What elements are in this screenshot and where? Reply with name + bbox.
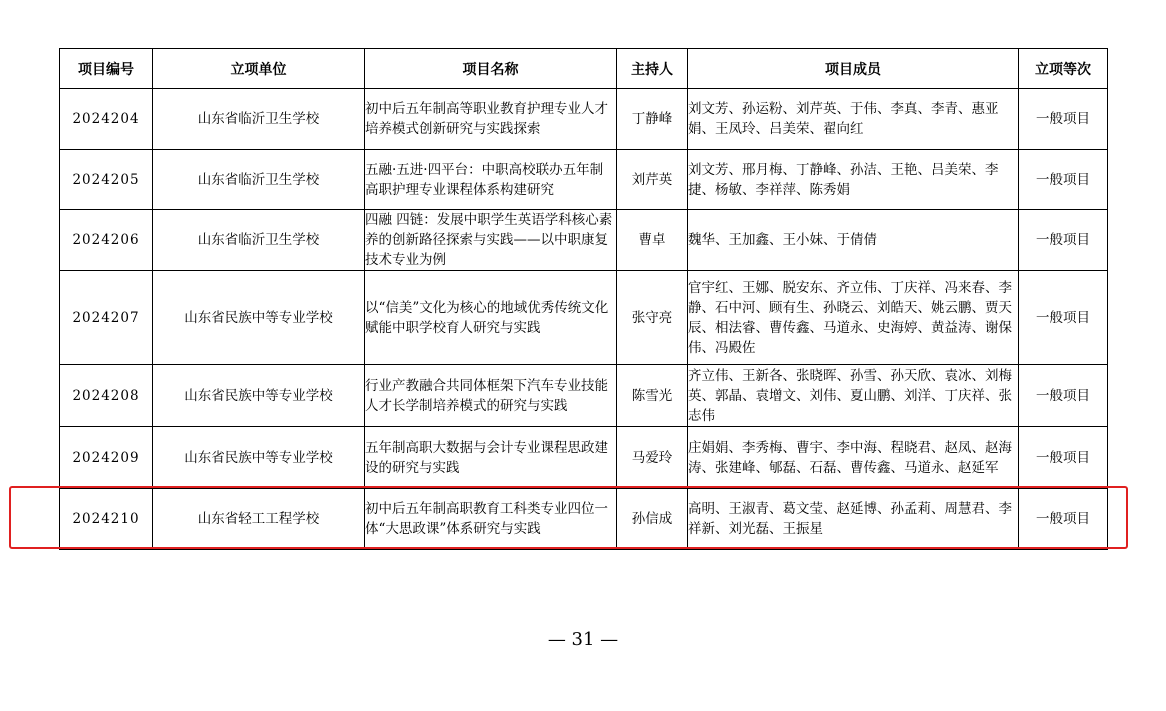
cell-project-name: 行业产教融合共同体框架下汽车专业技能人才长学制培养模式的研究与实践 — [365, 365, 617, 427]
cell-host: 曹卓 — [617, 210, 688, 271]
table-row — [60, 365, 1108, 427]
cell-unit: 山东省临沂卫生学校 — [153, 89, 365, 150]
cell-project-name: 五年制高职大数据与会计专业课程思政建设的研究与实践 — [365, 427, 617, 489]
cell-members: 高明、王淑青、葛文莹、赵延博、孙孟莉、周慧君、李祥新、刘光磊、王振星 — [688, 489, 1019, 550]
cell-members: 魏华、王加鑫、王小妹、于倩倩 — [688, 210, 1019, 271]
header-level: 立项等次 — [1019, 49, 1108, 89]
cell-host: 孙信成 — [617, 489, 688, 550]
cell-host: 丁静峰 — [617, 89, 688, 150]
header-host: 主持人 — [617, 49, 688, 89]
header-project-id: 项目编号 — [60, 49, 153, 89]
cell-unit: 山东省临沂卫生学校 — [153, 150, 365, 210]
cell-host: 陈雪光 — [617, 365, 688, 427]
cell-level: 一般项目 — [1019, 271, 1108, 365]
table-row — [60, 150, 1108, 210]
cell-level: 一般项目 — [1019, 210, 1108, 271]
header-members: 项目成员 — [688, 49, 1019, 89]
project-table — [59, 48, 1108, 550]
cell-project-name: 四融 四链：发展中职学生英语学科核心素养的创新路径探索与实践——以中职康复技术专业为例 — [365, 210, 617, 271]
cell-members: 刘文芳、孙运粉、刘芹英、于伟、李真、李青、惠亚娟、王凤玲、吕美荣、翟向红 — [688, 89, 1019, 150]
cell-project-name: 初中后五年制高职教育工科类专业四位一体“大思政课”体系研究与实践 — [365, 489, 617, 550]
cell-project-id: 2024207 — [60, 271, 153, 365]
cell-host: 张守亮 — [617, 271, 688, 365]
cell-members: 刘文芳、邢月梅、丁静峰、孙洁、王艳、吕美荣、李捷、杨敏、李祥萍、陈秀娟 — [688, 150, 1019, 210]
table-row — [60, 89, 1108, 150]
cell-members: 庄娟娟、李秀梅、曹宇、李中海、程晓君、赵凤、赵海涛、张建峰、郇磊、石磊、曹传鑫、马道永、赵延军 — [688, 427, 1019, 489]
cell-project-id: 2024208 — [60, 365, 153, 427]
cell-project-name: 以“信美”文化为核心的地域优秀传统文化赋能中职学校育人研究与实践 — [365, 271, 617, 365]
table-header-row — [60, 49, 1108, 89]
cell-project-name: 初中后五年制高等职业教育护理专业人才培养模式创新研究与实践探索 — [365, 89, 617, 150]
page-number: — 31 — — [547, 629, 619, 650]
cell-unit: 山东省民族中等专业学校 — [153, 271, 365, 365]
cell-unit: 山东省民族中等专业学校 — [153, 365, 365, 427]
header-unit: 立项单位 — [153, 49, 365, 89]
cell-level: 一般项目 — [1019, 489, 1108, 550]
cell-members: 齐立伟、王新各、张晓晖、孙雪、孙天欣、袁冰、刘梅英、郭晶、袁增文、刘伟、夏山鹏、刘洋、丁庆祥、张志伟 — [688, 365, 1019, 427]
cell-level: 一般项目 — [1019, 427, 1108, 489]
cell-project-id: 2024210 — [60, 489, 153, 550]
cell-level: 一般项目 — [1019, 150, 1108, 210]
highlight-box — [9, 486, 1128, 549]
cell-host: 马爱玲 — [617, 427, 688, 489]
cell-host: 刘芹英 — [617, 150, 688, 210]
cell-project-id: 2024204 — [60, 89, 153, 150]
cell-level: 一般项目 — [1019, 89, 1108, 150]
cell-project-id: 2024205 — [60, 150, 153, 210]
table-row — [60, 210, 1108, 271]
cell-unit: 山东省轻工工程学校 — [153, 489, 365, 550]
cell-unit: 山东省临沂卫生学校 — [153, 210, 365, 271]
table-row — [60, 427, 1108, 489]
cell-project-id: 2024206 — [60, 210, 153, 271]
cell-project-name: 五融·五进·四平台：中职高校联办五年制高职护理专业课程体系构建研究 — [365, 150, 617, 210]
table-row — [60, 271, 1108, 365]
cell-unit: 山东省民族中等专业学校 — [153, 427, 365, 489]
header-project-name: 项目名称 — [365, 49, 617, 89]
cell-members: 官宇红、王娜、脱安东、齐立伟、丁庆祥、冯来春、李静、石中河、顾有生、孙晓云、刘皓天、姚云鹏、贾天辰、相法睿、曹传鑫、马道永、史海婷、黄益涛、谢保伟、冯殿佐 — [688, 271, 1019, 365]
cell-project-id: 2024209 — [60, 427, 153, 489]
cell-level: 一般项目 — [1019, 365, 1108, 427]
